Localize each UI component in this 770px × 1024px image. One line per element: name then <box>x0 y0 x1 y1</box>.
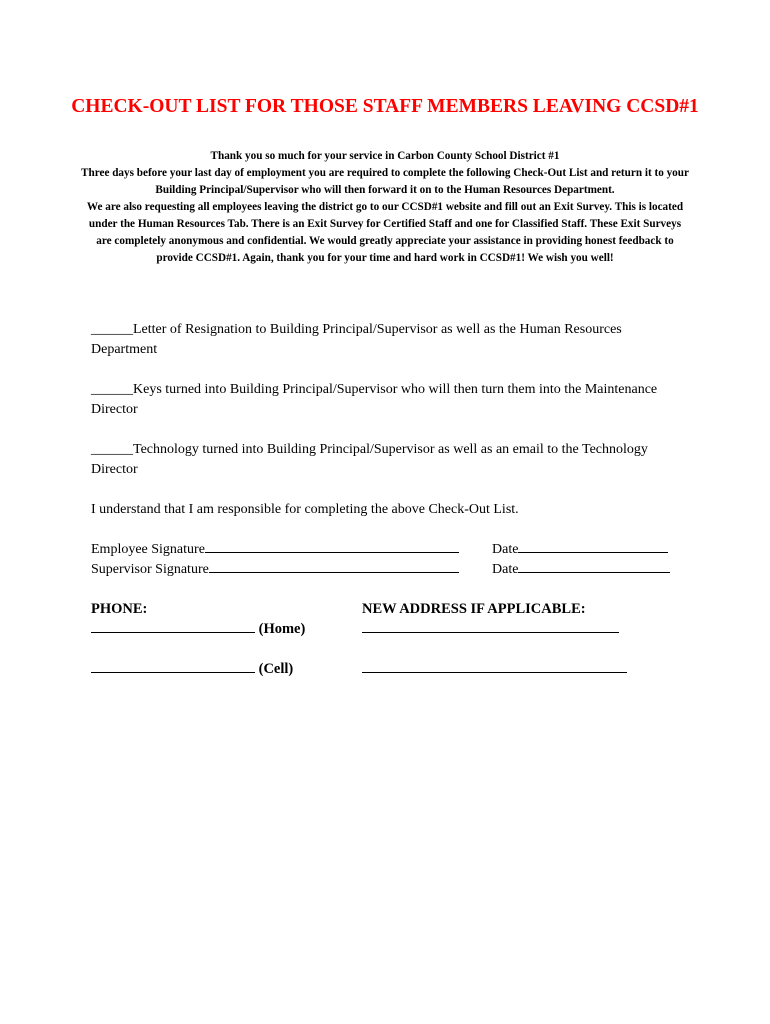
supervisor-signature-row <box>91 559 459 580</box>
employee-signature-row <box>91 539 459 560</box>
intro-instructions: Three days before your last day of employment you are required to complete the following Check-Out List and return it to your Building Principal/Supervisor who will then forward it on to the Human Resources Department. <box>81 167 689 196</box>
checklist-blank[interactable]: ______ <box>91 382 133 397</box>
supervisor-date-row <box>492 559 670 580</box>
checklist-item-keys <box>91 380 691 420</box>
address-line-1 <box>362 619 619 639</box>
intro-thank-you: Thank you so much for your service in Carbon County School District #1 <box>210 150 560 162</box>
checklist-item-technology <box>91 440 691 480</box>
cell-phone-label: (Cell) <box>258 661 294 677</box>
employee-date-row <box>492 539 668 560</box>
supervisor-date-field[interactable] <box>518 559 670 573</box>
checklist-item-text: Technology turned into Building Principal/Supervisor as well as an email to the Technology Director <box>91 442 648 477</box>
supervisor-date-label: Date <box>492 562 519 577</box>
checklist-item-text: Letter of Resignation to Building Principal/Supervisor as well as the Human Resources Department <box>91 322 622 357</box>
employee-date-label: Date <box>492 542 519 557</box>
employee-signature-label: Employee Signature <box>91 542 205 557</box>
home-phone-field[interactable] <box>91 619 255 633</box>
checklist-item-resignation <box>91 320 691 360</box>
employee-date-field[interactable] <box>518 539 668 553</box>
employee-signature-field[interactable] <box>205 539 459 553</box>
cell-phone-row <box>91 659 293 679</box>
intro-text <box>80 148 690 267</box>
phone-heading: PHONE: <box>91 601 148 617</box>
form-title: CHECK-OUT LIST FOR THOSE STAFF MEMBERS LEAVING CCSD#1 <box>71 96 699 117</box>
home-phone-label: (Home) <box>258 621 306 637</box>
checklist-blank[interactable]: ______ <box>91 322 133 337</box>
address-line-2 <box>362 659 627 679</box>
address-field-2[interactable] <box>362 659 627 673</box>
checklist-item-text: Keys turned into Building Principal/Supervisor who will then turn them into the Maintenance Director <box>91 382 658 417</box>
checklist-blank[interactable]: ______ <box>91 442 133 457</box>
acknowledgement-text: I understand that I am responsible for completing the above Check-Out List. <box>91 502 519 517</box>
home-phone-row <box>91 619 305 639</box>
address-field-1[interactable] <box>362 619 619 633</box>
cell-phone-field[interactable] <box>91 659 255 673</box>
supervisor-signature-label: Supervisor Signature <box>91 562 209 577</box>
intro-exit-survey: We are also requesting all employees leaving the district go to our CCSD#1 website and fill out an Exit Survey. This is located under the Human Resources Tab. There is an Exit Survey for Certified Staff and one for Classified Staff. These Exit Surveys are completely anonymous and confidential. We would greatly appreciate your assistance in providing honest feedback to provide CCSD#1. Again, thank you for your time and hard work in CCSD#1! We wish you well! <box>86 201 684 264</box>
new-address-heading: NEW ADDRESS IF APPLICABLE: <box>362 601 586 617</box>
supervisor-signature-field[interactable] <box>209 559 459 573</box>
